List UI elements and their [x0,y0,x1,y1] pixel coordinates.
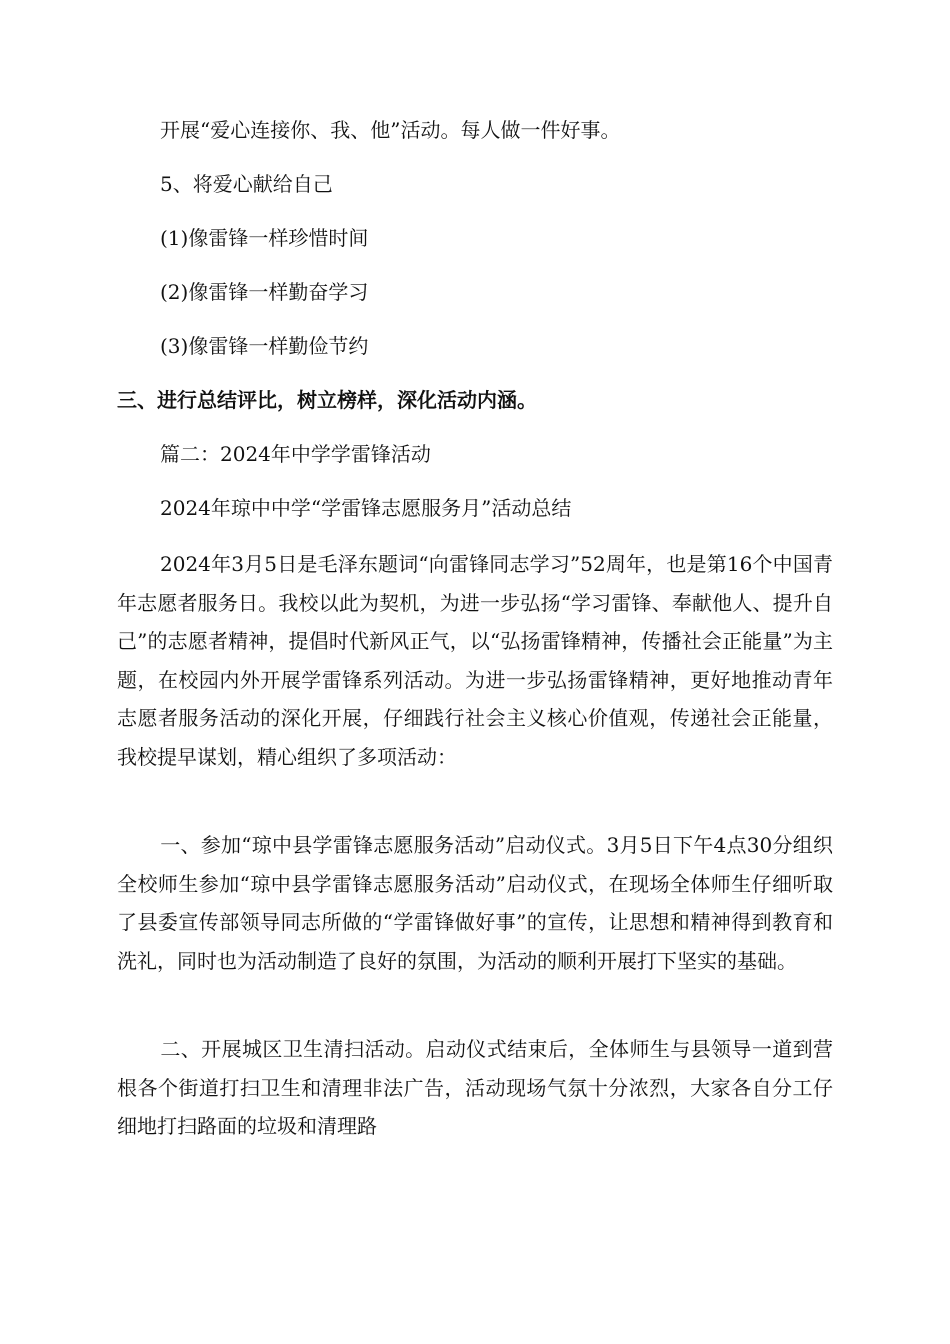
text-line: (1)像雷锋一样珍惜时间 [160,226,369,250]
paragraph-text: 一、参加“琼中县学雷锋志愿服务活动”启动仪式。3月5日下午4点30分组织全校师生参加“琼中县学雷锋志愿服务活动”启动仪式，在现场全体师生仔细听取了县委宣传部领导同志所做的“学雷锋做好事”的宣传，让思想和精神得到教育和洗礼，同时也为活动制造了良好的氛围，为活动的顺利开展打下坚实的基础。 [117,833,833,973]
sub-title: 2024年琼中中学“学雷锋志愿服务月”活动总结 [160,496,572,520]
sub-title: 篇二：2024年中学学雷锋活动 [160,442,431,466]
section-heading: 三、进行总结评比，树立榜样，深化活动内涵。 [117,388,537,412]
text-line: (3)像雷锋一样勤俭节约 [160,334,369,358]
text-line: 5、将爱心献给自己 [160,172,333,196]
paragraph-text: 2024年3月5日是毛泽东题词“向雷锋同志学习”52周年，也是第16个中国青年志愿者服务日。我校以此为契机，为进一步弘扬“学习雷锋、奉献他人、提升自己”的志愿者精神，提倡时代新风正气，以“弘扬雷锋精神，传播社会正能量”为主题，在校园内外开展学雷锋系列活动。为进一步弘扬雷锋精神，更好地推动青年志愿者服务活动的深化开展，仔细践行社会主义核心价值观，传递社会正能量，我校提早谋划，精心组织了多项活动： [117,552,833,769]
text-line: (2)像雷锋一样勤奋学习 [160,280,369,304]
paragraph-text: 二、开展城区卫生清扫活动。启动仪式结束后，全体师生与县领导一道到营根各个街道打扫卫生和清理非法广告，活动现场气氛十分浓烈，大家各自分工仔细地打扫路面的垃圾和清理路 [117,1037,833,1138]
paragraph [117,1030,833,1146]
paragraph [117,545,833,776]
text-line: 开展“爱心连接你、我、他”活动。每人做一件好事。 [160,118,621,142]
paragraph [117,826,833,980]
